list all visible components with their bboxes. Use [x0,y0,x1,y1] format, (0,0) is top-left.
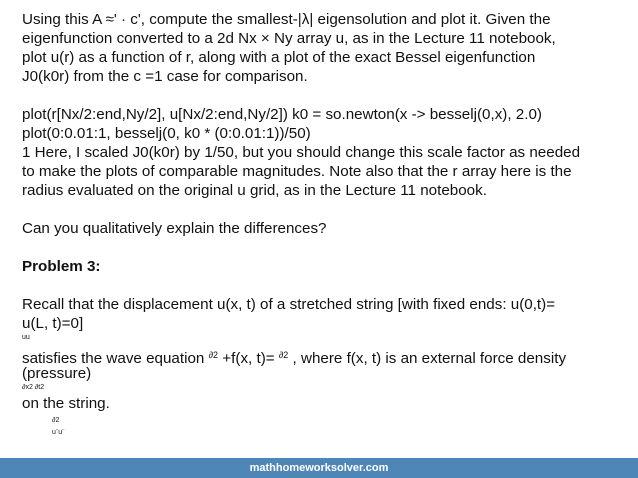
problem-line3 [22,346,566,368]
subscript-uu2: u¨u¨ [52,429,65,436]
problem-line2: u(L, t)=0] [22,315,84,332]
problem-heading: Problem 3: [22,258,101,275]
subscript-dx-dt: ∂x2 ∂t2 [22,384,45,391]
subscript-uu: uu [22,334,30,341]
partial-sup2: ∂2 [278,350,289,360]
partial-sup1: ∂2 [208,350,219,360]
problem-line5: on the string. [22,395,110,412]
subscript-d2: ∂2 [52,417,60,424]
problem-line4: (pressure) [22,365,92,382]
paragraph1-line2: eigenfunction converted to a 2d Nx × Ny array u, as in the Lecture 11 notebook, [22,30,556,47]
problem-line1: Recall that the displacement u(x, t) of a stretched string [with fixed ends: u(0,t)= [22,296,556,313]
paragraph1-line4: J0(k0r) from the c =1 case for comparison. [22,68,308,85]
problem-line3-part1: satisfies the wave equation [22,350,205,367]
problem-line3-part3: , where f(x, t) is an external force density [292,350,567,367]
problem-line3-part2: +f(x, t)= [222,350,275,367]
footer-bar [0,458,638,478]
footer-site-link[interactable]: mathhomeworksolver.com [249,462,389,474]
paragraph1-line3: plot u(r) as a function of r, along with a plot of the exact Bessel eigenfunction [22,49,536,66]
code-line1: plot(r[Nx/2:end,Ny/2], u[Nx/2:end,Ny/2]) k0 = so.newton(x -> besselj(0,x), 2.0) [22,106,542,123]
footnote-line1: 1 Here, I scaled J0(k0r) by 1/50, but you should change this scale factor as needed [22,144,581,161]
footnote-line3: radius evaluated on the original u grid, as in the Lecture 11 notebook. [22,182,487,199]
question-text: Can you qualitatively explain the differences? [22,220,327,237]
code-line2: plot(0:0.01:1, besselj(0, k0 * (0:0.01:1))/50) [22,125,311,142]
paragraph1-line1: Using this A ≈' · c', compute the smallest-|λ| eigensolution and plot it. Given the [22,11,551,28]
footnote-line2: to make the plots of comparable magnitudes. Note also that the r array here is the [22,163,572,180]
